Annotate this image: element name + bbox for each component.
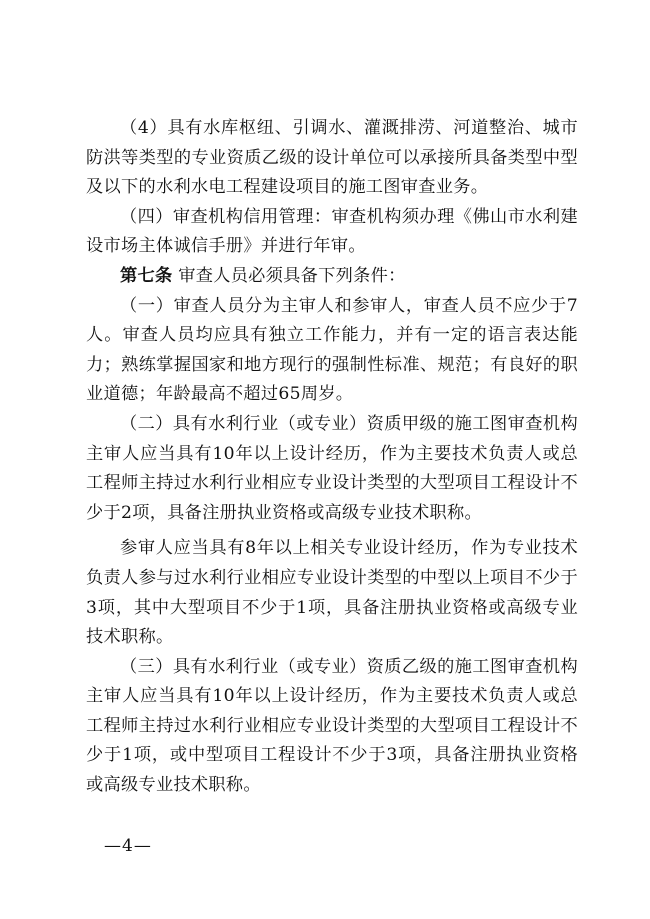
paragraph-text: 审查人员必须具备下列条件： (178, 265, 406, 286)
page-number: —4— (104, 836, 152, 856)
document-body (86, 114, 578, 801)
paragraph-text: 参审人应当具有8年以上相关专业设计经历，作为专业技术负责人参与过水利行业相应专业设计类型的中型以上项目不少于3项，其中大型项目不少于1项，具备注册执业资格或高级专业技术职称。 (86, 538, 578, 648)
paragraph-text: （4）具有水库枢纽、引调水、灌溉排涝、河道整治、城市防洪等类型的专业资质乙级的设计单位可以承接所具备类型中型及以下的水利水电工程建设项目的施工图审查业务。 (86, 118, 578, 198)
article-7-heading (86, 262, 578, 292)
paragraph-grade-a-participant (86, 534, 578, 652)
paragraph-text: （一）审查人员分为主审人和参审人，审查人员不应少于7人。审查人员均应具有独立工作能力，并有一定的语言表达能力；熟练掌握国家和地方现行的强制性标准、规范；有良好的职业道德；年龄最高不超过65周岁。 (86, 295, 578, 405)
paragraph-text: （二）具有水利行业（或专业）资质甲级的施工图审查机构主审人应当具有10年以上设计经历，作为主要技术负责人或总工程师主持过水利行业相应专业设计类型的大型项目工程设计不少于2项，具备注册执业资格或高级专业技术职称。 (86, 413, 578, 523)
paragraph-text: （三）具有水利行业（或专业）资质乙级的施工图审查机构主审人应当具有10年以上设计经历，作为主要技术负责人或总工程师主持过水利行业相应专业设计类型的大型项目工程设计不少于1项，或中型项目工程设计不少于3项，具备注册执业资格或高级专业技术职称。 (86, 656, 578, 796)
paragraph-text: （四）审查机构信用管理：审查机构须办理《佛山市水利建设市场主体诚信手册》并进行年审。 (86, 206, 578, 257)
paragraph-item-4 (86, 114, 578, 203)
paragraph-credit-management (86, 203, 578, 262)
paragraph-grade-a-chief-reviewer (86, 410, 578, 528)
paragraph-reviewer-general (86, 292, 578, 410)
article-label: 第七条 (120, 265, 173, 286)
paragraph-grade-b-chief-reviewer (86, 653, 578, 801)
